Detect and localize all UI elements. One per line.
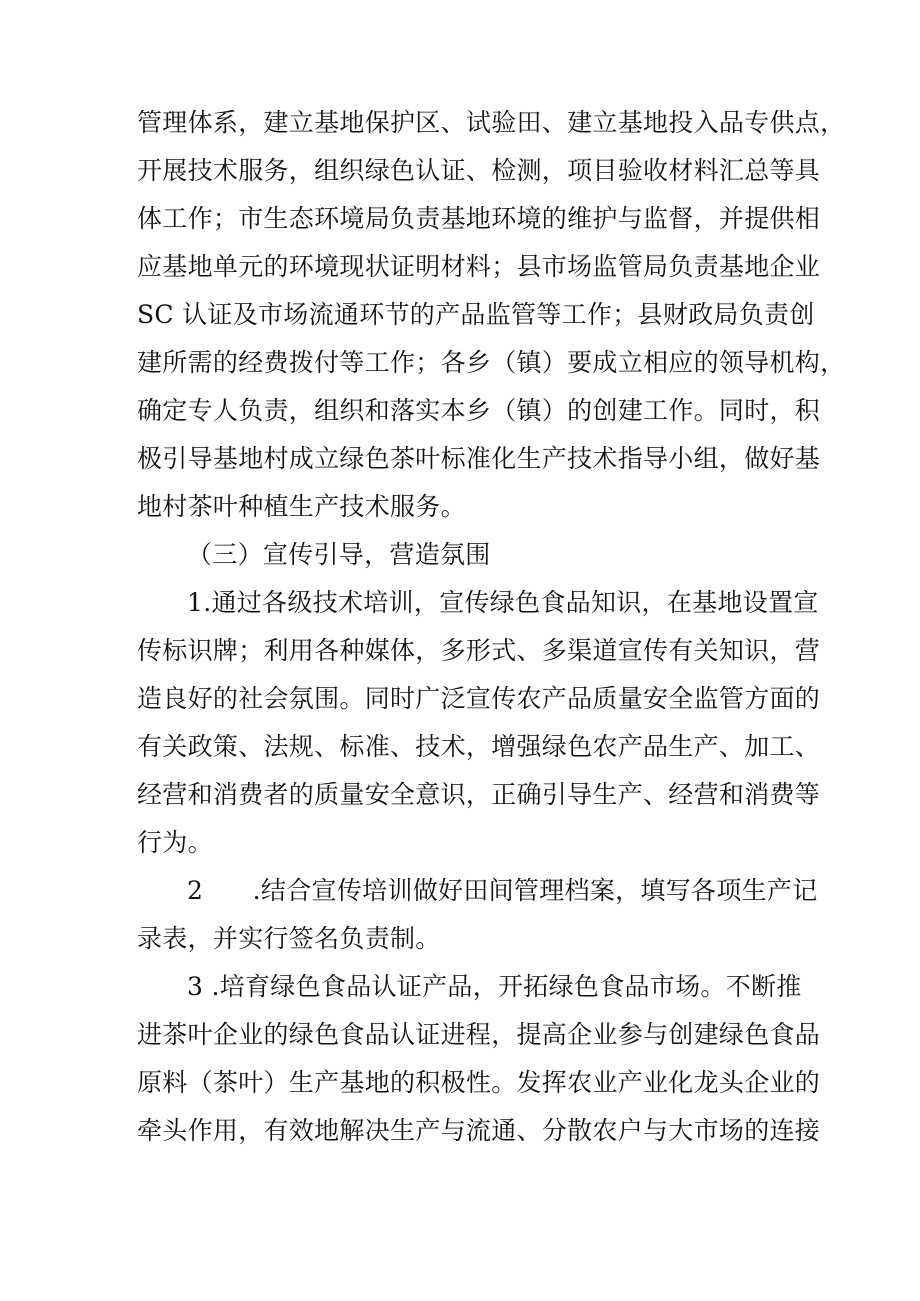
text-line: 传标识牌；利用各种媒体，多形式、多渠道宣传有关知识，营 xyxy=(137,636,821,665)
text-line: 有关政策、法规、标准、技术，增强绿色农产品生产、加工、 xyxy=(137,732,821,761)
text-line: 录表，并实行签名负责制。 xyxy=(137,924,441,953)
text-line: 原料（茶叶）生产基地的积极性。发挥农业产业化龙头企业的 xyxy=(137,1068,821,1097)
text-line: SC 认证及市场流通环节的产品监管等工作；县财政局负责创 xyxy=(137,300,815,329)
text-line: 地村茶叶种植生产技术服务。 xyxy=(137,492,466,521)
text-line: 开展技术服务，组织绿色认证、检测，项目验收材料汇总等具 xyxy=(137,156,821,185)
text-line: 管理体系，建立基地保护区、试验田、建立基地投入品专供点， xyxy=(137,108,846,137)
text-line: 极引导基地村成立绿色茶叶标准化生产技术指导小组，做好基 xyxy=(137,444,821,473)
section-heading: （三）宣传引导，营造氛围 xyxy=(187,540,491,569)
text-line: 行为。 xyxy=(137,828,213,857)
text-line: 进茶叶企业的绿色食品认证进程，提高企业参与创建绿色食品 xyxy=(137,1020,821,1049)
text-line: 造良好的社会氛围。同时广泛宣传农产品质量安全监管方面的 xyxy=(137,684,821,713)
text-line: 经营和消费者的质量安全意识，正确引导生产、经营和消费等 xyxy=(137,780,821,809)
text-line: 3 .培育绿色食品认证产品，开拓绿色食品市场。不断推 xyxy=(187,972,802,1001)
text-line: 应基地单元的环境现状证明材料；县市场监管局负责基地企业 xyxy=(137,252,821,281)
text-line: 牵头作用，有效地解决生产与流通、分散农户与大市场的连接 xyxy=(137,1116,821,1145)
text-line: 2 .结合宣传培训做好田间管理档案，填写各项生产记 xyxy=(187,876,818,905)
text-line: 确定专人负责，组织和落实本乡（镇）的创建工作。同时，积 xyxy=(137,396,821,425)
text-line: 建所需的经费拨付等工作；各乡（镇）要成立相应的领导机构， xyxy=(137,348,846,377)
text-line: 1.通过各级技术培训，宣传绿色食品知识，在基地设置宣 xyxy=(187,588,819,617)
text-line: 体工作；市生态环境局负责基地环境的维护与监督，并提供相 xyxy=(137,204,821,233)
